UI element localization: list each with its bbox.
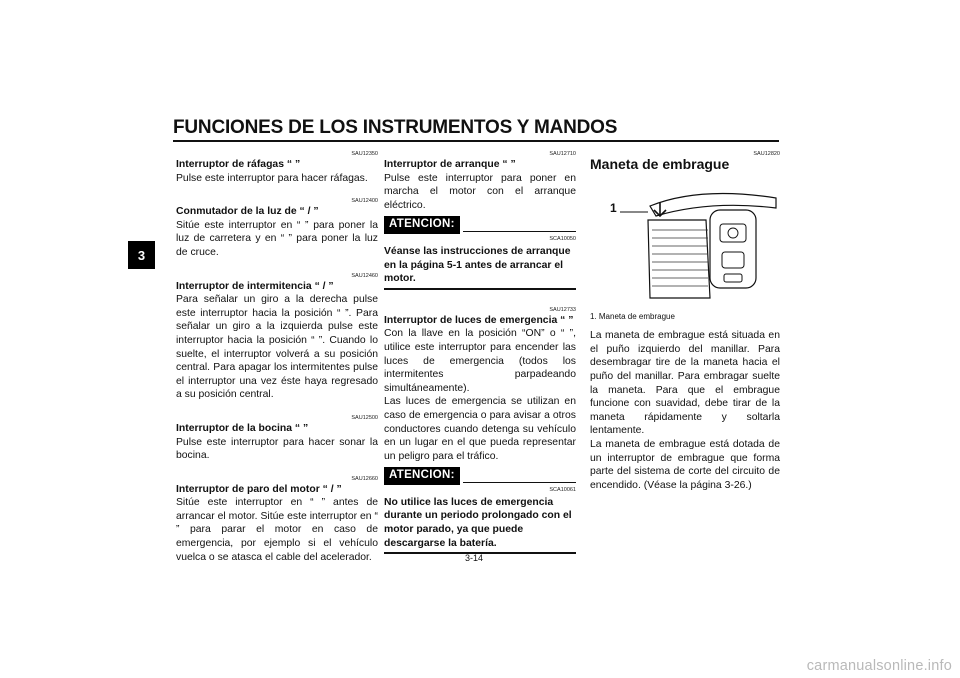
section-heading-passing-switch: Interruptor de ráfagas “ ” xyxy=(176,159,301,170)
section-code: SAU12820 xyxy=(753,151,780,157)
caution-code: SCA10050 xyxy=(549,235,576,242)
chapter-tab: 3 xyxy=(128,241,155,269)
caution-label: ATENCION: xyxy=(384,467,460,485)
section-code: SAU12350 xyxy=(351,151,378,157)
caution-text: Véanse las instrucciones de arranque en la página 5-1 antes de arrancar el motor. xyxy=(384,245,576,290)
watermark: carmanualsonline.info xyxy=(806,658,952,674)
caution-header xyxy=(384,467,576,485)
caution-header xyxy=(384,216,576,234)
title-rule xyxy=(173,140,779,142)
section-body: Sitúe este interruptor en “ ” para poner la luz de carretera y en “ ” para poner la luz de cruce. xyxy=(176,219,378,258)
section-body: Con la llave en la posición “ON” o “ ”, utilice este interruptor para encender las luces de emergencia (todos los intermitentes parpadeando simultáneamente). xyxy=(384,328,576,394)
section-code: SAU12710 xyxy=(549,151,576,157)
section-code: SAU12400 xyxy=(351,198,378,205)
section-heading-turn-signal-switch: Interruptor de intermitencia “ / ” xyxy=(176,280,334,292)
section-title-clutch-lever: Maneta de embrague xyxy=(590,156,730,172)
section-body: Para señalar un giro a la derecha pulse este interruptor hacia la posición “ ”. Para señalar un giro a la izquierda pulse este interruptor hacia la posición “ ”. Cuando lo suelte, el interruptor volverá a su posición central. Para apagar los intermitentes pulse el interruptor una vez éste haya regresado a su posición central. xyxy=(176,294,378,401)
caution-code: SCA10061 xyxy=(549,486,576,493)
section-code: SAU12460 xyxy=(351,272,378,279)
section-body: La maneta de embrague está dotada de un interruptor de embrague que forma parte del sistema de corte del circuito de encendido. (Véase la página 3-26.) xyxy=(590,438,780,491)
caution-rule xyxy=(463,231,576,232)
section-body: Pulse este interruptor para poner en marcha el motor con el arranque eléctrico. xyxy=(384,172,576,211)
section-body: Las luces de emergencia se utilizan en caso de emergencia o para avisar a otros conductores cuando detenga su vehículo en un lugar en el que pueda representar un peligro para el tráfico. xyxy=(384,396,576,462)
section-heading-hazard-switch: Interruptor de luces de emergencia “ ” xyxy=(384,314,574,326)
caution-text: No utilice las luces de emergencia durante un periodo prolongado con el motor parado, ya que puede descargarse la batería. xyxy=(384,496,576,554)
clutch-lever-figure xyxy=(590,180,778,306)
column-middle xyxy=(384,150,576,554)
section-heading-dimmer-switch: Conmutador de la luz de “ / ” xyxy=(176,206,319,218)
column-left xyxy=(176,150,378,564)
section-body: Sitúe este interruptor en “ ” antes de arrancar el motor. Sitúe este interruptor en “ ” para parar el motor en caso de emergencia, por ejemplo si el vehículo vuelca o se atasca el cable del acelerador. xyxy=(176,497,378,563)
section-code: SAU12660 xyxy=(351,475,378,482)
caution-rule xyxy=(463,482,576,483)
section-code: SAU12733 xyxy=(549,306,576,313)
figure-callout-label: 1 xyxy=(610,200,617,215)
section-body: Pulse este interruptor para hacer ráfagas. xyxy=(176,172,368,184)
section-heading-start-switch: Interruptor de arranque “ ” xyxy=(384,159,516,170)
section-heading-horn-switch: Interruptor de la bocina “ ” xyxy=(176,422,309,434)
figure-caption: 1. Maneta de embrague xyxy=(590,311,675,321)
page-number: 3-14 xyxy=(465,553,484,563)
clutch-lever-illustration xyxy=(590,180,778,306)
section-body: Pulse este interruptor para hacer sonar la bocina. xyxy=(176,436,378,462)
section-code: SAU12500 xyxy=(351,414,378,421)
page-title: FUNCIONES DE LOS INSTRUMENTOS Y MANDOS xyxy=(173,117,618,138)
column-right xyxy=(590,150,780,492)
section-body: La maneta de embrague está situada en el puño izquierdo del manillar. Para desembragar tire de la maneta hacia el puño del manillar. Para embragar suelte la maneta. Para que el embrague funcione con suavidad, debe tirar de la maneta rápidamente y soltarla lentamente. xyxy=(590,330,780,437)
caution-label: ATENCION: xyxy=(384,216,460,234)
section-heading-engine-stop-switch: Interruptor de paro del motor “ / ” xyxy=(176,483,342,495)
